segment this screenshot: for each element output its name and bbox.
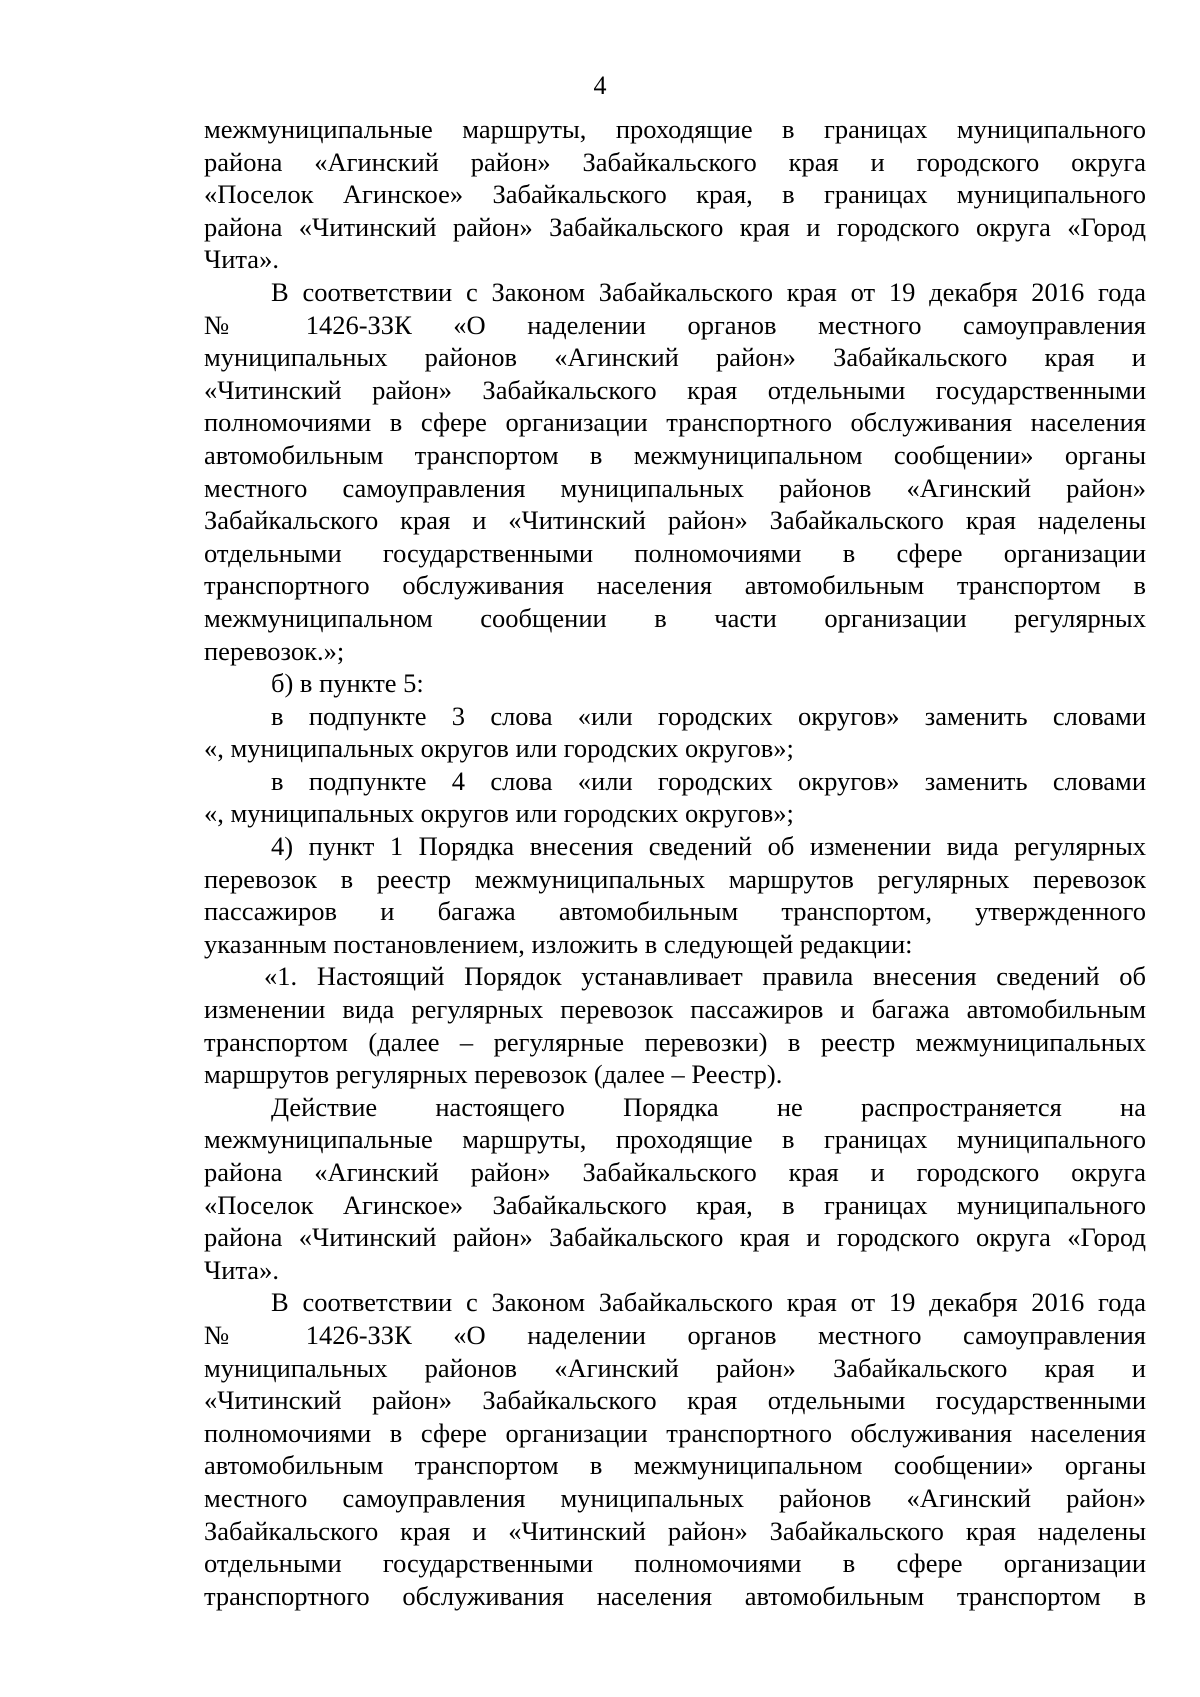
text-line: транспортного обслуживания населения автомобильным транспортом в [204, 570, 1146, 601]
text-line: полномочиями в сфере организации транспортного обслуживания населения [204, 407, 1146, 438]
text-line: в подпункте 4 слова «или городских округов» заменить словами [271, 765, 1146, 796]
text-line: маршрутов регулярных перевозок (далее – Реестр). [204, 1059, 783, 1090]
text-line: пассажиров и багажа автомобильным транспортом, утвержденного [204, 896, 1146, 927]
text-line: «1. Настоящий Порядок устанавливает правила внесения сведений об [264, 961, 1146, 992]
text-line: отдельными государственными полномочиями в сфере организации [204, 1548, 1146, 1579]
text-line: изменении вида регулярных перевозок пассажиров и багажа автомобильным [204, 994, 1146, 1025]
text-line: «Поселок Агинское» Забайкальского края, в границах муниципального [204, 1189, 1146, 1220]
text-line: «Читинский район» Забайкальского края отдельными государственными [204, 1385, 1146, 1416]
text-line: межмуниципальные маршруты, проходящие в границах муниципального [204, 1124, 1146, 1155]
text-line: муниципальных районов «Агинский район» Забайкальского края и [204, 1352, 1146, 1383]
text-line: 4) пункт 1 Порядка внесения сведений об изменении вида регулярных [271, 831, 1146, 862]
document-body [204, 113, 1146, 1612]
text-line: В соответствии с Законом Забайкальского края от 19 декабря 2016 года [271, 276, 1146, 307]
text-line: района «Агинский район» Забайкальского края и городского округа [204, 1157, 1146, 1187]
text-line: № 1426-ЗЗК «О наделении органов местного самоуправления [204, 1319, 1146, 1350]
text-line: района «Читинский район» Забайкальского края и городского округа «Город [204, 211, 1146, 242]
text-line: транспортного обслуживания населения автомобильным транспортом в [204, 1580, 1146, 1611]
page-number: 4 [593, 71, 607, 100]
text-line: б) в пункте 5: [271, 668, 424, 699]
text-line: района «Агинский район» Забайкальского края и городского округа [204, 146, 1146, 177]
text-line: отдельными государственными полномочиями в сфере организации [204, 537, 1146, 568]
text-line: Чита». [204, 1254, 279, 1285]
text-line: «, муниципальных округов или городских округов»; [204, 733, 794, 764]
text-line: автомобильным транспортом в межмуниципальном сообщении» органы [204, 439, 1146, 470]
text-line: района «Читинский район» Забайкальского края и городского округа «Город [204, 1222, 1146, 1253]
text-line: межмуниципальном сообщении в части организации регулярных [204, 602, 1146, 633]
text-line: автомобильным транспортом в межмуниципальном сообщении» органы [204, 1450, 1146, 1481]
text-line: Чита». [204, 244, 279, 275]
text-line: № 1426-ЗЗК «О наделении органов местного самоуправления [204, 309, 1146, 340]
text-line: Забайкальского края и «Читинский район» Забайкальского края наделены [204, 505, 1146, 536]
text-line: Действие настоящего Порядка не распространяется на [271, 1091, 1146, 1122]
text-line: полномочиями в сфере организации транспортного обслуживания населения [204, 1417, 1146, 1448]
text-line: перевозок в реестр межмуниципальных маршрутов регулярных перевозок [204, 863, 1146, 894]
text-line: в подпункте 3 слова «или городских округов» заменить словами [271, 700, 1146, 731]
text-line: указанным постановлением, изложить в следующей редакции: [204, 928, 913, 959]
text-line: В соответствии с Законом Забайкальского края от 19 декабря 2016 года [271, 1287, 1146, 1318]
text-line: местного самоуправления муниципальных районов «Агинский район» [204, 472, 1146, 503]
text-line: «Поселок Агинское» Забайкальского края, в границах муниципального [204, 179, 1146, 210]
text-line: местного самоуправления муниципальных районов «Агинский район» [204, 1482, 1146, 1513]
text-line: Забайкальского края и «Читинский район» Забайкальского края наделены [204, 1515, 1146, 1546]
text-line: перевозок.»; [204, 635, 345, 666]
text-line: межмуниципальные маршруты, проходящие в границах муниципального [204, 114, 1146, 144]
text-line: муниципальных районов «Агинский район» Забайкальского края и [204, 342, 1146, 373]
text-line: «, муниципальных округов или городских округов»; [204, 798, 794, 829]
text-line: транспортом (далее – регулярные перевозки) в реестр межмуниципальных [204, 1026, 1146, 1057]
text-line: «Читинский район» Забайкальского края отдельными государственными [204, 374, 1146, 405]
